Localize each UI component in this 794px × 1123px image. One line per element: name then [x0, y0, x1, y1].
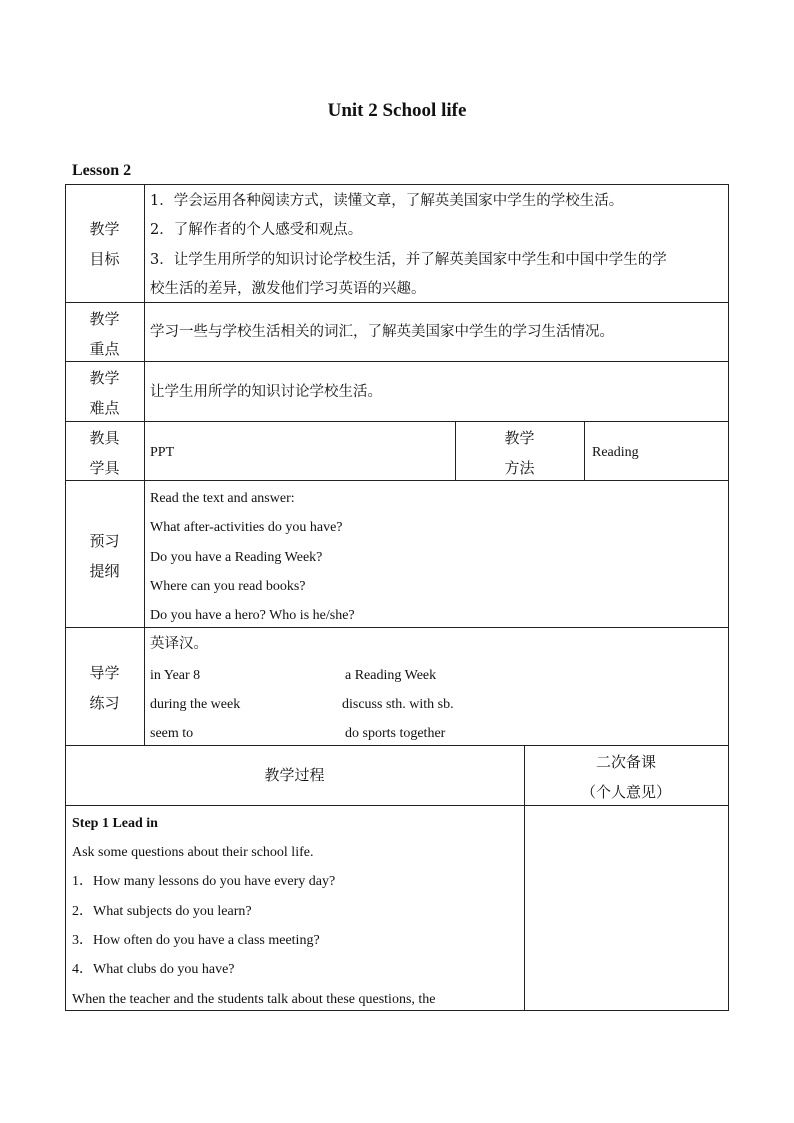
tools-value: PPT: [150, 445, 175, 460]
key-points-text: 学习一些与学校生活相关的词汇，了解英美国家中学生的学习生活情况。: [150, 324, 614, 340]
preview-line: Do you have a Reading Week?: [150, 550, 323, 565]
process-header: 教学过程: [264, 766, 325, 784]
lesson-heading: Lesson 2: [72, 162, 132, 179]
preview-line: Do you have a hero? Who is he/she?: [150, 608, 355, 623]
method-label: 教学 方法: [504, 429, 535, 477]
process-line: When the teacher and the students talk about these questions, the: [72, 992, 436, 1007]
process-line: 4．What clubs do you have?: [72, 962, 235, 977]
process-line: Ask some questions about their school life.: [72, 845, 314, 860]
second-prep-header: 二次备课 （个人意见）: [580, 753, 671, 801]
page-title: Unit 2 School life: [327, 100, 467, 121]
process-line: 3．How often do you have a class meeting?: [72, 933, 320, 948]
practice-label: 导学 练习: [89, 664, 120, 712]
practice-term: during the week: [150, 697, 241, 712]
practice-term: seem to: [150, 726, 194, 741]
preview-line: Read the text and answer:: [150, 491, 295, 506]
practice-term: do sports together: [345, 726, 446, 741]
practice-term: discuss sth. with sb.: [342, 697, 454, 712]
goals-label: 教学 目标: [89, 220, 120, 268]
tools-label: 教具 学具: [89, 429, 120, 477]
method-value: Reading: [592, 445, 639, 460]
goals-line: 2．了解作者的个人感受和观点。: [150, 222, 363, 238]
step-title: Step 1 Lead in: [72, 816, 158, 831]
goals-line: 校生活的差异，激发他们学习英语的兴趣。: [150, 281, 426, 297]
preview-line: What after-activities do you have?: [150, 520, 343, 535]
goals-line: 3．让学生用所学的知识讨论学校生活，并了解英美国家中学生和中国中学生的学: [150, 252, 667, 268]
difficulties-label: 教学 难点: [89, 369, 120, 417]
preview-line: Where can you read books?: [150, 579, 306, 594]
difficulties-text: 让学生用所学的知识讨论学校生活。: [150, 384, 382, 400]
practice-heading: 英译汉。: [150, 636, 208, 652]
process-line: 2．What subjects do you learn?: [72, 904, 252, 919]
goals-line: 1．学会运用各种阅读方式，读懂文章，了解英美国家中学生的学校生活。: [150, 193, 624, 209]
process-line: 1．How many lessons do you have every day?: [72, 874, 336, 889]
practice-term: a Reading Week: [345, 668, 437, 683]
practice-term: in Year 8: [150, 668, 201, 683]
preview-label: 预习 提纲: [89, 532, 120, 580]
key-points-label: 教学 重点: [89, 310, 120, 358]
